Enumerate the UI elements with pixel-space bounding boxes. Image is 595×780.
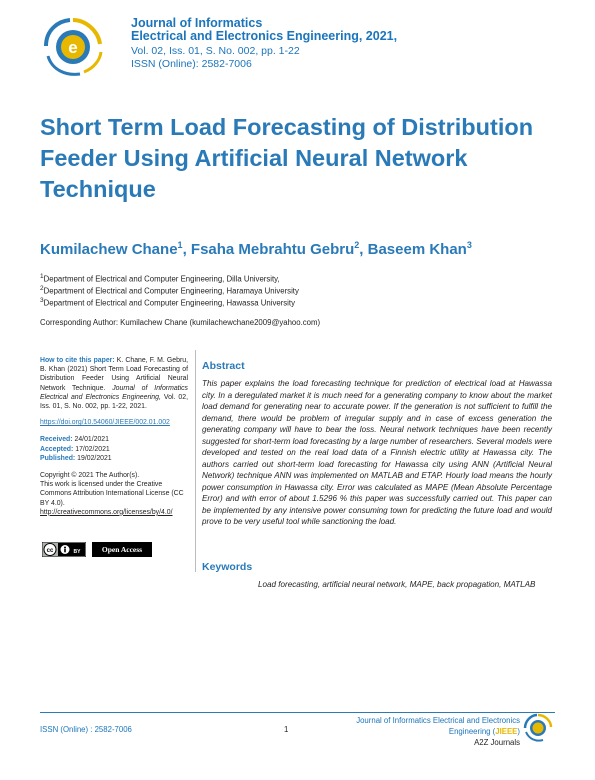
- author-name: Kumilachew Chane: [40, 241, 178, 258]
- svg-text:BY: BY: [73, 549, 81, 555]
- corresponding-author: Corresponding Author: Kumilachew Chane (kumilachewchane2009@yahoo.com): [40, 318, 321, 327]
- received-date: Received: 24/01/2021: [40, 436, 109, 444]
- publisher-name: A2Z Journals: [474, 737, 520, 747]
- publisher-logo-icon: [523, 713, 553, 743]
- svg-text:cc: cc: [46, 548, 54, 554]
- page-number: 1: [284, 725, 289, 734]
- abstract-text: This paper explains the load forecasting technique for prediction of electrical load at Hawassa city. In a deregulated market it is much need for a generating company to know about the market load demand for generating near to accurate power. If the generation is not sufficient to fulfill the demand, there would be problem of irregular supply and in case of excess generation the generating company will have to bear the loss. Neural network techniques have been recently suggested for short-term load forecasting by a large number of researchers. Several models were developed and tested on the real load data of a Finnish electric utility at Hawassa city. The authors carried out short-term load forecasting for Hawassa city using ANN (Artificial Neural Network) technique ANN was implemented on MATLAB and ETAP. Hourly load means the hourly power consumption in Hawassa city. Error was calculated as MAPE (Mean Absolute Percentage Error) and with error of about 1.5296 % this paper was successfully carried out. This paper can be implemented by any intensive power consuming town for predicting the future load and would prove to be very useful tool while sanctioning the load.: [202, 379, 552, 526]
- cc-by-badge[interactable]: [42, 542, 86, 557]
- article-info-sidebar: [40, 356, 188, 517]
- paper-title: Short Term Load Forecasting of Distribution Feeder Using Artificial Neural Network Technique: [40, 114, 534, 202]
- journal-title-line2: Electrical and Electronics Engineering, 2021,: [131, 29, 398, 43]
- volume-line: Vol. 02, Iss. 01, S. No. 002, pp. 1-22: [131, 45, 300, 57]
- journal-logo: [40, 16, 106, 78]
- copyright: Copyright © 2021 The Author(s).: [40, 472, 140, 480]
- author-name: Fsaha Mebrahtu Gebru: [190, 241, 355, 258]
- abstract-heading: Abstract: [202, 360, 245, 372]
- affiliation: $^1$Department of Electrical and Computer Engineering, Dilla University,: [40, 273, 280, 284]
- footer-issn: ISSN (Online) : 2582-7006: [40, 725, 132, 734]
- license-link[interactable]: http://creativecommons.org/licenses/by/4.0/: [40, 508, 173, 516]
- journal-title: [131, 17, 397, 43]
- footer-journal: Journal of Informatics Electrical and Electronics Engineering (JIEEE) A2Z Journals: [326, 716, 520, 748]
- journal-title-line1: Journal of Informatics: [131, 16, 263, 30]
- keywords-text: Load forecasting, artificial neural network, MAPE, back propagation, MATLAB: [258, 580, 536, 589]
- license-text: This work is licensed under the Creative Commons Attribution International License (CC BY 4.0).: [40, 481, 184, 507]
- issn-line: ISSN (Online): 2582-7006: [131, 57, 252, 70]
- published-date: Published: 19/02/2021: [40, 454, 112, 462]
- footer-rule: [40, 712, 555, 713]
- affiliation: $^2$Department of Electrical and Computer Engineering, Haramaya University: [40, 285, 299, 296]
- open-access-badge: Open Access: [92, 542, 152, 557]
- author-list: Kumilachew Chane$^1$, Fsaha Mebrahtu Gebru$^2$, Baseem Khan$^3$: [40, 240, 472, 258]
- keywords-heading: Keywords: [202, 561, 253, 573]
- author-name: Baseem Khan: [367, 241, 467, 258]
- column-divider: [195, 350, 196, 572]
- how-to-cite: How to cite this paper: K. Chane, F. M. Gebru, B. Khan (2021) Short Term Load Forecasting of Distribution Feeder Using Artificial Neural Network Technique. Journal of Informatics Electrical and Electronics Engineering, Vol. 02, Iss. 01, S. No. 002, pp. 1-22, 2021.: [40, 357, 188, 411]
- svg-text:e: e: [68, 38, 78, 57]
- journal-meta: [131, 45, 300, 70]
- license-badges: [42, 542, 188, 558]
- accepted-date: Accepted: 17/02/2021: [40, 445, 110, 453]
- affiliation: $^3$Department of Electrical and Computer Engineering, Hawassa University: [40, 297, 295, 308]
- doi-link[interactable]: https://doi.org/10.54060/JIEEE/002.01.002: [40, 419, 170, 427]
